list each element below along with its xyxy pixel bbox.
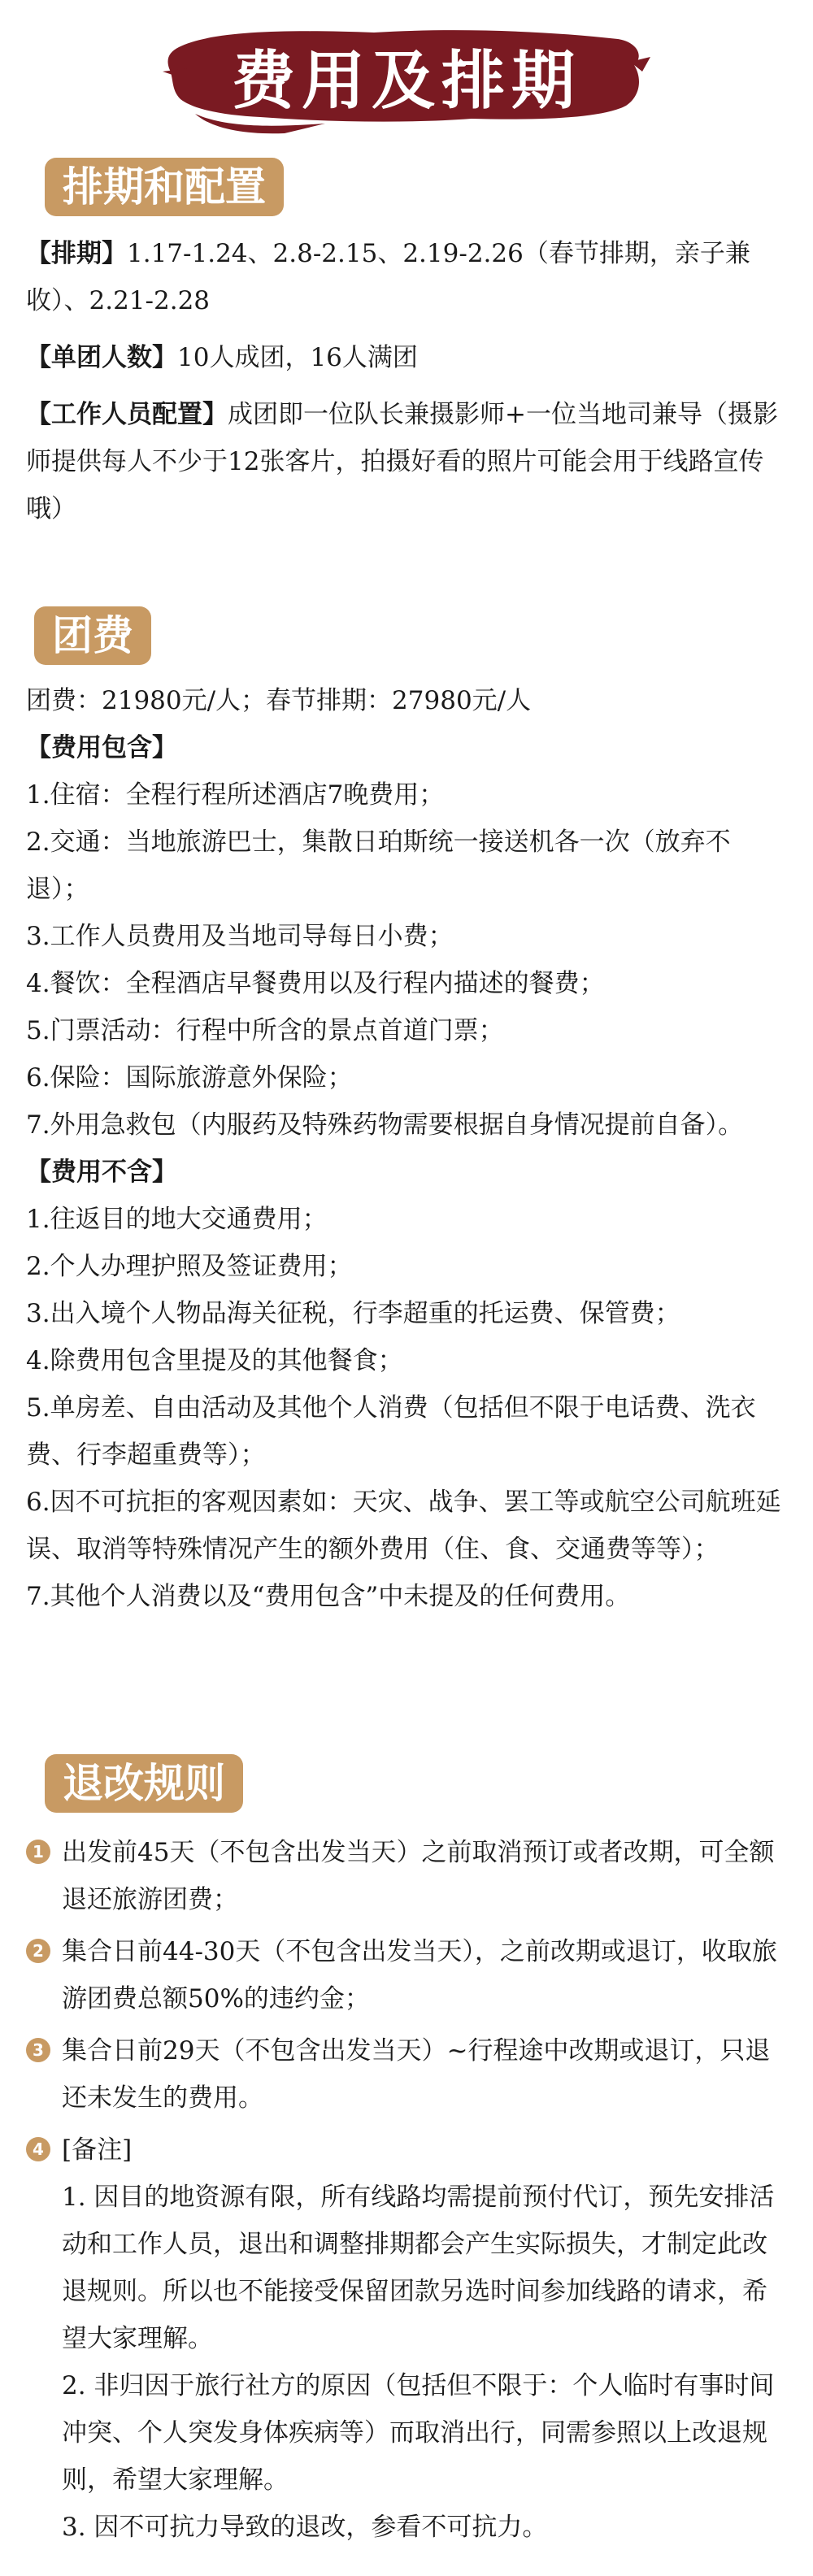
title-banner bbox=[0, 0, 813, 146]
schedule-group-size bbox=[26, 334, 790, 381]
refund-rule bbox=[26, 1928, 790, 2022]
refund-rule bbox=[26, 2027, 790, 2122]
rule-text: 集合日前29天（不包含出发当天）~行程途中改期或退订，只退还未发生的费用。 bbox=[62, 2036, 771, 2113]
rule-number-badge: 2 bbox=[26, 1939, 50, 1963]
schedule-block bbox=[26, 230, 790, 532]
schedule-staff bbox=[26, 391, 790, 532]
fee-included-item: 7.外用急救包（内服药及特殊药物需要根据自身情况提前自备）。 bbox=[26, 1110, 744, 1140]
fee-included-label: 【费用包含】 bbox=[26, 733, 177, 762]
fee-included-item: 4.餐饮：全程酒店早餐费用以及行程内描述的餐费； bbox=[26, 969, 605, 998]
rule-number-badge: 4 bbox=[26, 2137, 50, 2161]
rule-number-badge: 1 bbox=[26, 1840, 50, 1864]
fee-included-item: 5.门票活动：行程中所含的景点首道门票； bbox=[26, 1016, 504, 1045]
schedule-dates-text: 1.17-1.24、2.8-2.15、2.19-2.26（春节排期，亲子兼收）、2.21-2.28 bbox=[26, 239, 750, 315]
fee-price-line: 团费：21980元/人；春节排期：27980元/人 bbox=[26, 686, 532, 715]
rule-text: 出发前45天（不包含出发当天）之前取消预订或者改期，可全额退还旅游团费； bbox=[62, 1838, 775, 1914]
fee-block bbox=[26, 677, 790, 1620]
schedule-dates-label: 【排期】 bbox=[26, 239, 127, 268]
fee-excluded-item: 4.除费用包含里提及的其他餐食； bbox=[26, 1346, 403, 1375]
fee-excluded-item: 7.其他个人消费以及“费用包含”中未提及的任何费用。 bbox=[26, 1582, 631, 1611]
section-header-refund: 退改规则 bbox=[45, 1754, 243, 1813]
refund-rule bbox=[26, 2126, 790, 2174]
refund-note: 2. 非归因于旅行社方的原因（包括但不限于：个人临时有事时间冲突、个人突发身体疾病等）而取消出行，同需参照以上改退规则，希望大家理解。 bbox=[62, 2371, 775, 2495]
refund-note: 1. 因目的地资源有限，所有线路均需提前预付代订，预先安排活动和工作人员，退出和调整排期都会产生实际损失，才制定此改退规则。所以也不能接受保留团款另选时间参加线路的请求，希望大家理解。 bbox=[62, 2183, 775, 2353]
fee-excluded-item: 6.因不可抗拒的客观因素如：天灾、战争、罢工等或航空公司航班延误、取消等特殊情况产生的额外费用（住、食、交通费等等）； bbox=[26, 1488, 781, 1564]
section-header-schedule: 排期和配置 bbox=[45, 158, 284, 216]
section-header-fee: 团费 bbox=[34, 606, 151, 665]
group-size-text: 10人成团，16人满团 bbox=[177, 343, 418, 372]
fee-excluded-item: 2.个人办理护照及签证费用； bbox=[26, 1252, 353, 1281]
rule-number-badge: 3 bbox=[26, 2038, 50, 2062]
fee-excluded-item: 3.出入境个人物品海关征税，行李超重的托运费、保管费； bbox=[26, 1299, 680, 1328]
banner-title: 费用及排期 bbox=[231, 44, 581, 118]
fee-included-item: 6.保险：国际旅游意外保险； bbox=[26, 1063, 353, 1093]
group-size-label: 【单团人数】 bbox=[26, 343, 177, 372]
rule-text: 集合日前44-30天（不包含出发当天），之前改期或退订，收取旅游团费总额50%的违约金； bbox=[62, 1937, 777, 2013]
fee-excluded-item: 1.往返目的地大交通费用； bbox=[26, 1205, 328, 1234]
refund-note: 3. 因不可抗力导致的退改，参看不可抗力。 bbox=[62, 2513, 548, 2542]
fee-included-item: 1.住宿：全程行程所述酒店7晚费用； bbox=[26, 780, 445, 810]
schedule-dates bbox=[26, 230, 790, 324]
rule-text: [备注] bbox=[62, 2135, 133, 2165]
refund-rule bbox=[26, 1829, 790, 1923]
staff-text: 成团即一位队长兼摄影师+一位当地司兼导（摄影师提供每人不少于12张客片，拍摄好看的照片可能会用于线路宣传哦） bbox=[26, 400, 778, 523]
fee-excluded-item: 5.单房差、自由活动及其他个人消费（包括但不限于电话费、洗衣费、行李超重费等）； bbox=[26, 1393, 756, 1470]
fee-included-item: 3.工作人员费用及当地司导每日小费； bbox=[26, 922, 454, 951]
refund-block bbox=[26, 1829, 790, 2551]
staff-label: 【工作人员配置】 bbox=[26, 400, 228, 429]
fee-included-item: 2.交通：当地旅游巴士，集散日珀斯统一接送机各一次（放弃不退）； bbox=[26, 828, 731, 904]
fee-excluded-label: 【费用不含】 bbox=[26, 1158, 177, 1187]
